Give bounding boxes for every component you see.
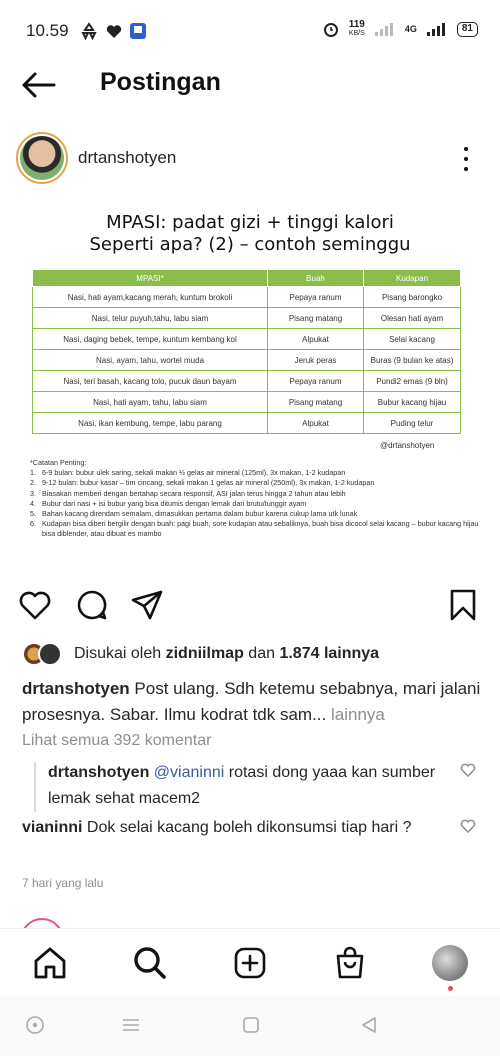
- comment-username[interactable]: vianinni: [22, 819, 83, 836]
- note-item: [30, 489, 480, 499]
- note-number: 2.: [30, 478, 36, 488]
- table-row: [33, 371, 461, 392]
- view-all-comments-link[interactable]: Lihat semua 392 komentar: [22, 732, 212, 749]
- mpasi-table: [32, 269, 461, 434]
- liker-username[interactable]: zidniilmap: [165, 645, 244, 662]
- table-row: [33, 392, 461, 413]
- comment-mention[interactable]: @vianinni: [153, 764, 225, 781]
- note-number: 5.: [30, 509, 36, 519]
- back-arrow-icon: [20, 70, 58, 100]
- post-timestamp: 7 hari yang lalu: [22, 876, 104, 890]
- post-image[interactable]: [0, 194, 500, 574]
- notification-icons: [80, 22, 146, 40]
- table-header: Kudapan: [364, 270, 461, 287]
- table-cell: Buras (9 bulan ke atas): [364, 350, 461, 371]
- table-cell: Bubur kacang hijau: [364, 392, 461, 413]
- home-icon[interactable]: [32, 945, 68, 981]
- table-header: Buah: [268, 270, 364, 287]
- note-number: 3.: [30, 488, 36, 498]
- bottom-nav: [0, 928, 500, 996]
- table-cell: Nasi, telur puyuh,tahu, labu siam: [33, 308, 268, 329]
- table-cell: Nasi, teri basah, kacang tolo, pucuk daun bayam: [33, 371, 268, 392]
- table-cell: Jeruk peras: [268, 350, 364, 371]
- comment-username[interactable]: drtanshotyen: [48, 764, 150, 781]
- header: [0, 62, 500, 122]
- new-post-icon[interactable]: [232, 945, 268, 981]
- table-cell: Puding telur: [364, 413, 461, 434]
- note-item: [30, 509, 480, 519]
- note-item: [30, 519, 480, 539]
- status-time: 10.59: [26, 21, 69, 40]
- note-number: 4.: [30, 498, 36, 508]
- table-row: [33, 329, 461, 350]
- notes-title: *Catatan Penting:: [30, 458, 87, 467]
- net-speed: 119 KB/S: [348, 19, 365, 37]
- table-cell: Nasi, daging bebek, tempe, kuntum kembang kol: [33, 329, 268, 350]
- back-triangle-icon[interactable]: [358, 1014, 380, 1036]
- app-icon: [130, 23, 146, 39]
- share-icon[interactable]: [130, 588, 164, 622]
- status-bar: [0, 0, 500, 62]
- battery-indicator: 81: [457, 22, 478, 37]
- avatar: [38, 642, 62, 666]
- comment-icon[interactable]: [75, 588, 109, 622]
- table-row: [33, 287, 461, 308]
- table-cell: Olesan hati ayam: [364, 308, 461, 329]
- table-cell: Alpukat: [268, 413, 364, 434]
- status-right: [323, 20, 478, 38]
- likes-summary[interactable]: [22, 640, 379, 668]
- table-cell: Pisang barongko: [364, 287, 461, 308]
- table-cell: Pepaya ranum: [268, 287, 364, 308]
- reply-indicator: [34, 762, 36, 812]
- note-text: 6-9 bulan: bubur ulek saring, sekali makan ½ gelas air mineral (125ml), 3x makan, 1-2 kudapan: [42, 468, 346, 478]
- note-item: [30, 499, 480, 509]
- likes-count[interactable]: 1.874 lainnya: [279, 645, 380, 662]
- table-cell: Nasi, ayam, tahu, wortel muda: [33, 350, 268, 371]
- profile-avatar[interactable]: [432, 945, 468, 981]
- like-heart-icon[interactable]: [18, 588, 52, 622]
- more-dots-icon: [464, 147, 468, 151]
- notes-section: [30, 458, 480, 540]
- back-button[interactable]: [20, 70, 58, 100]
- note-number: 6.: [30, 519, 36, 529]
- note-number: 1.: [30, 468, 36, 478]
- likes-prefix: Disukai oleh: [74, 645, 162, 662]
- author-username[interactable]: drtanshotyen: [78, 148, 177, 167]
- image-title: MPASI: padat gizi + tinggi kalori Seperti apa? (2) – contoh seminggu: [89, 212, 411, 255]
- menu-icon[interactable]: [120, 1014, 142, 1036]
- table-cell: Nasi, hati ayam,kacang merah, kuntum brokoli: [33, 287, 268, 308]
- notification-dot: [448, 986, 453, 991]
- signal-icon: [375, 22, 395, 36]
- likes-middle: dan: [248, 645, 275, 662]
- note-text: Biasakan memberi dengan bertahap secara responsif, ASI jalan terus hingga 2 tahun atau lebih: [42, 488, 346, 498]
- image-watermark: @drtanshotyen: [380, 441, 435, 450]
- comment-text: rotasi dong yaaa kan sumber lemak sehat macem2: [48, 764, 436, 807]
- post-header: [0, 130, 500, 188]
- note-item: [30, 478, 480, 488]
- bookmark-icon[interactable]: [446, 588, 480, 622]
- page-title: Postingan: [100, 68, 221, 96]
- recycle-icon: [80, 22, 98, 40]
- comment: [22, 815, 452, 841]
- alarm-icon: [323, 21, 339, 37]
- note-item: [30, 468, 480, 478]
- shop-bag-icon[interactable]: [332, 945, 368, 981]
- table-row: [33, 308, 461, 329]
- table-cell: Pepaya ranum: [268, 371, 364, 392]
- table-header: MPASI*: [33, 270, 268, 287]
- table-cell: Pisang matang: [268, 308, 364, 329]
- table-row: [33, 350, 461, 371]
- table-cell: Nasi, hati ayam, tahu, labu siam: [33, 392, 268, 413]
- post-caption: [22, 676, 482, 728]
- signal-strong-icon: [427, 22, 447, 36]
- table-cell: Alpukat: [268, 329, 364, 350]
- heart-icon: [106, 24, 122, 39]
- caption-username[interactable]: drtanshotyen: [22, 679, 130, 698]
- table-cell: Pisang matang: [268, 392, 364, 413]
- table-cell: Nasi, ikan kembung, tempe, labu parang: [33, 413, 268, 434]
- comment: [48, 760, 448, 812]
- note-text: 9-12 bulan: bubur kasar – tim cincang, sekali makan 1 gelas air mineral (250ml), 3x makan, 1-2 kudapan: [42, 478, 375, 488]
- comment-text: Dok selai kacang boleh dikonsumsi tiap hari ?: [86, 819, 412, 836]
- system-nav-bar: [0, 996, 500, 1056]
- more-options-button[interactable]: [452, 144, 480, 174]
- comment-like-icon[interactable]: [460, 818, 476, 834]
- comment-like-icon[interactable]: [460, 762, 476, 778]
- assistant-icon[interactable]: [24, 1014, 46, 1036]
- post-actions: [0, 586, 500, 626]
- table-cell: Pundi2 emas (9 bln): [364, 371, 461, 392]
- note-text: Bahan kacang direndam semalam, dimasukkan pertama dalam bubur karena cukup lama utk lunak: [42, 509, 358, 519]
- table-cell: Selai kacang: [364, 329, 461, 350]
- note-text: Bubur dari nasi + isi bubur yang bisa ditumis dengan lemak dari brutu/tunggir ayam: [42, 498, 307, 508]
- home-square-icon[interactable]: [240, 1014, 262, 1036]
- note-text: Kudapan bisa diberi bergilir dengan buah: pagi buah, sore kudapan atau sebaliknya, buah bisa dicocol selai kacang – bubur kacang hijau bisa diblender, atau dibuat es mambo: [42, 519, 479, 539]
- table-row: [33, 413, 461, 434]
- author-avatar[interactable]: [16, 132, 68, 184]
- liker-avatars: [22, 642, 62, 666]
- network-type: 4G: [404, 24, 417, 34]
- caption-more-link[interactable]: lainnya: [330, 705, 385, 724]
- caption-text: Post ulang. Sdh ketemu sebabnya, mari jalani prosesnya. Sabar. Ilmu kodrat tdk sam...: [22, 679, 481, 724]
- search-icon[interactable]: [132, 945, 168, 981]
